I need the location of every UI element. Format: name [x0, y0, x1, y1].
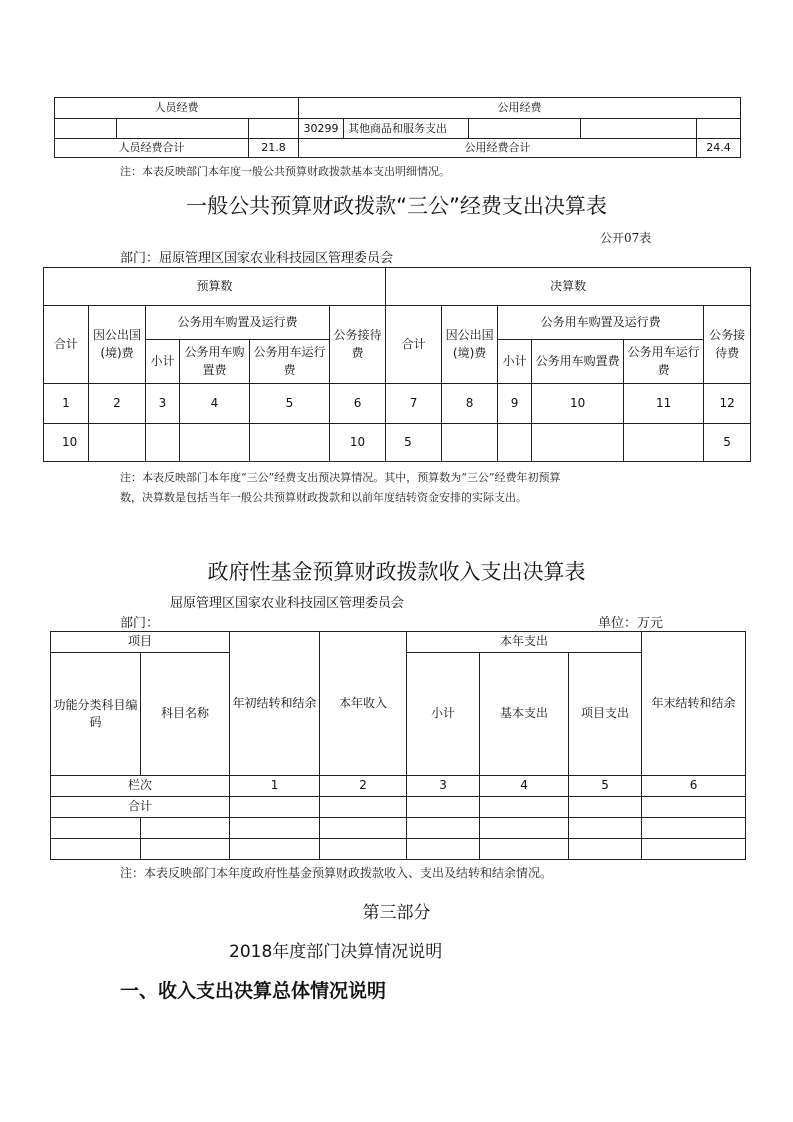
col-number: 12 — [704, 384, 751, 424]
budget-operation-header: 公务用车运行费 — [250, 340, 330, 384]
value-cell — [624, 424, 704, 462]
col-number: 11 — [624, 384, 704, 424]
fund-total-label: 合计 — [51, 797, 230, 818]
actual-vehicle-header: 公务用车购置及运行费 — [498, 306, 704, 340]
sangong-note-line2: 数，决算数是包括当年一般公共预算财政拨款和以前年度结转资金安排的实际支出。 — [120, 491, 527, 504]
actual-header: 决算数 — [386, 268, 751, 306]
fund-title: 政府性基金预算财政拨款收入支出决算表 — [207, 560, 586, 584]
public-total-value: 24.4 — [697, 139, 741, 158]
fund-subtotal-header: 小计 — [407, 653, 480, 776]
budget-header: 预算数 — [44, 268, 386, 306]
fund-seq-cell: 1 — [230, 776, 320, 797]
budget-subtotal-header: 小计 — [146, 340, 180, 384]
fund-dept-label: 部门： — [120, 616, 160, 631]
actual-operation-header: 公务用车运行费 — [624, 340, 704, 384]
sangong-note-line1: 注：本表反映部门本年度“三公”经费支出预决算情况。其中，预算数为“三公”经费年初预算 — [120, 471, 561, 484]
value-cell — [250, 424, 330, 462]
fund-subject-header: 科目名称 — [141, 653, 230, 776]
budget-abroad-header: 因公出国(境)费 — [89, 306, 146, 384]
public-total-label: 公用经费合计 — [299, 139, 697, 158]
expense-name: 其他商品和服务支出 — [344, 119, 469, 139]
value-cell: 5 — [386, 424, 442, 462]
fund-table — [50, 631, 746, 860]
header-personnel: 人员经费 — [55, 98, 299, 119]
fund-item-header: 项目 — [51, 632, 230, 653]
value-cell — [442, 424, 498, 462]
value-cell: 5 — [704, 424, 751, 462]
col-number: 5 — [250, 384, 330, 424]
value-cell: 10 — [330, 424, 386, 462]
budget-total-header: 合计 — [44, 306, 89, 384]
fund-income-header: 本年收入 — [320, 632, 407, 776]
col-number: 2 — [89, 384, 146, 424]
col-number: 3 — [146, 384, 180, 424]
col-number: 1 — [44, 384, 89, 424]
report-subtitle: 2018年度部门决算情况说明 — [229, 942, 443, 962]
fund-code-header: 功能分类科目编码 — [51, 653, 141, 776]
basic-expense-table — [54, 97, 741, 158]
budget-purchase-header: 公务用车购置费 — [180, 340, 250, 384]
budget-reception-header: 公务接待费 — [330, 306, 386, 384]
fund-unit: 单位：万元 — [598, 616, 664, 631]
fund-seq-cell: 6 — [642, 776, 746, 797]
sangong-title: 一般公共预算财政拨款“三公”经费支出决算表 — [186, 194, 607, 218]
fund-note: 注：本表反映部门本年度政府性基金预算财政拨款收入、支出及结转和结余情况。 — [120, 866, 553, 880]
fund-end-header: 年末结转和结余 — [642, 632, 746, 776]
col-number: 10 — [532, 384, 624, 424]
part-three-heading: 第三部分 — [362, 903, 431, 923]
value-cell: 10 — [44, 424, 89, 462]
col-number: 4 — [180, 384, 250, 424]
col-number: 8 — [442, 384, 498, 424]
fund-expense-header: 本年支出 — [407, 632, 642, 653]
expense-code: 30299 — [299, 119, 344, 139]
fund-project-header: 项目支出 — [569, 653, 642, 776]
fund-seq-cell: 3 — [407, 776, 480, 797]
actual-reception-header: 公务接待费 — [704, 306, 751, 384]
budget-vehicle-header: 公务用车购置及运行费 — [146, 306, 330, 340]
fund-basic-header: 基本支出 — [480, 653, 569, 776]
col-number: 9 — [498, 384, 532, 424]
actual-total-header: 合计 — [386, 306, 442, 384]
fund-seq-cell: 2 — [320, 776, 407, 797]
value-cell — [498, 424, 532, 462]
value-cell — [89, 424, 146, 462]
actual-abroad-header: 因公出国(境)费 — [442, 306, 498, 384]
sangong-dept: 部门：屈原管理区国家农业科技园区管理委员会 — [120, 251, 394, 266]
section-one-heading: 一、收入支出决算总体情况说明 — [120, 980, 387, 1002]
value-cell — [146, 424, 180, 462]
col-number: 6 — [330, 384, 386, 424]
actual-subtotal-header: 小计 — [498, 340, 532, 384]
col-number: 7 — [386, 384, 442, 424]
note-top: 注：本表反映部门本年度一般公共预算财政拨款基本支出明细情况。 — [120, 165, 450, 178]
value-cell — [532, 424, 624, 462]
personnel-total-label: 人员经费合计 — [55, 139, 249, 158]
value-cell — [180, 424, 250, 462]
fund-begin-header: 年初结转和结余 — [230, 632, 320, 776]
fund-seq-label: 栏次 — [51, 776, 230, 797]
personnel-total-value: 21.8 — [249, 139, 299, 158]
fund-seq-cell: 4 — [480, 776, 569, 797]
fund-dept-name: 屈原管理区国家农业科技园区管理委员会 — [170, 596, 405, 611]
sangong-table — [43, 267, 751, 462]
actual-purchase-header: 公务用车购置费 — [532, 340, 624, 384]
header-public: 公用经费 — [299, 98, 741, 119]
fund-seq-cell: 5 — [569, 776, 642, 797]
table-number: 公开07表 — [600, 231, 652, 245]
